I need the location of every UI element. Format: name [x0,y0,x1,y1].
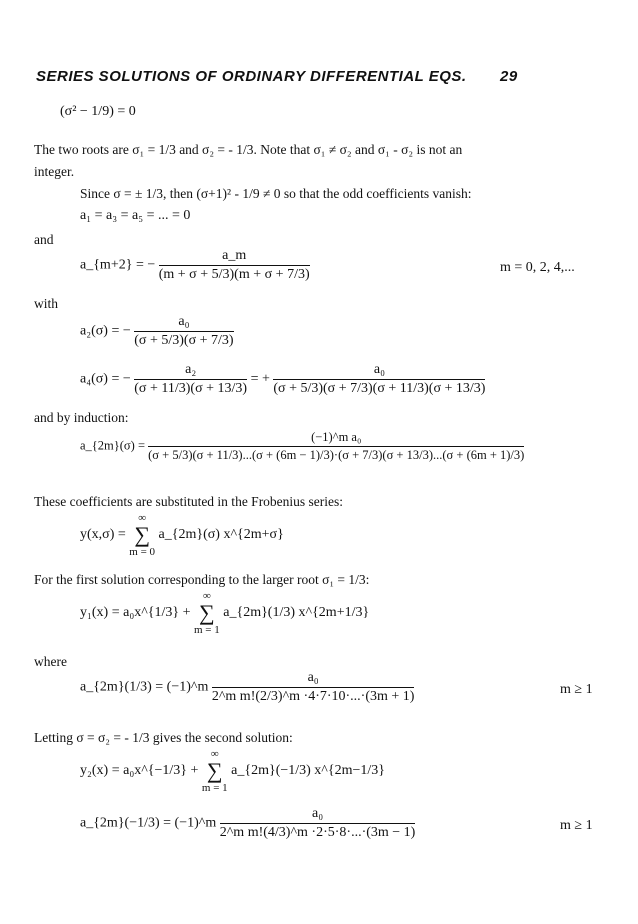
a2m-numerator: (−1)^m a₀ [148,430,524,447]
a4-mid: = + [250,371,270,387]
equation-a2m [80,430,524,463]
page-number: 29 [500,68,518,85]
a2m-lhs: a_{2m}(σ) = [80,438,146,453]
paragraph-integer: integer. [34,164,75,179]
paragraph-first: For the first solution corresponding to the larger root σ₁ = 1/3: [34,572,370,587]
a2-fraction [134,314,233,349]
a2m-pos-fraction [212,670,415,705]
a2m-pos-lhs: a_{2m}(1/3) = (−1)^m [80,679,209,695]
recurrence-denominator: (m + σ + 5/3)(m + σ + 7/3) [158,267,310,282]
a4-denominator-1: (σ + 11/3)(σ + 13/3) [134,381,248,396]
a2-lhs: a₂(σ) = − [80,323,131,339]
frobenius-sum-bottom: m = 0 [129,546,156,558]
a2m-pos-condition: m ≥ 1 [560,682,593,697]
frobenius-term: a_{2m}(σ) x^{2m+σ} [158,527,284,543]
summation-icon: ∑ [206,758,223,783]
equation-y1 [80,590,369,636]
recurrence-numerator: a_m [159,248,310,266]
a2-denominator: (σ + 5/3)(σ + 7/3) [134,333,234,348]
a2m-pos-numerator: a₀ [212,670,415,688]
a4-numerator-2: a₀ [273,362,485,380]
a4-denominator-2: (σ + 5/3)(σ + 7/3)(σ + 11/3)(σ + 13/3) [273,381,486,396]
a4-numerator-1: a₂ [134,362,247,380]
a2m-neg-lhs: a_{2m}(−1/3) = (−1)^m [80,815,217,831]
frobenius-sum-top: ∞ [138,512,147,524]
equation-frobenius [80,512,284,558]
a2m-neg-condition: m ≥ 1 [560,818,593,833]
a2m-neg-denominator: 2^m m!(4/3)^m ·2·5·8·...·(3m − 1) [219,825,416,840]
y2-sum-top: ∞ [210,748,219,760]
frobenius-sum [129,512,155,558]
equation-a2 [80,314,234,349]
y2-sum-bottom: m = 1 [201,782,228,794]
word-where: where [34,654,67,669]
recurrence-fraction [159,248,310,283]
paragraph-since: Since σ = ± 1/3, then (σ+1)² - 1/9 ≠ 0 so that the odd coefficients vanish: [80,186,472,201]
a2m-neg-numerator: a₀ [220,806,416,824]
recurrence-condition: m = 0, 2, 4,... [500,260,575,275]
paragraph-induction: and by induction: [34,410,129,425]
a2m-denominator: (σ + 5/3)(σ + 11/3)...(σ + (6m − 1)/3)·(σ + 7/3)(σ + 13/3)...(σ + (6m + 1)/3) [148,448,525,462]
word-and: and [34,232,54,247]
equation-a4 [80,362,485,397]
equation-a2m-negative [80,806,415,841]
a4-fraction-1 [134,362,247,397]
y1-term: a_{2m}(1/3) x^{2m+1/3} [223,605,370,621]
summation-icon: ∑ [199,600,215,625]
y2-sum [202,748,228,794]
a2-numerator: a₀ [134,314,233,332]
equation-recurrence [80,248,310,283]
a4-fraction-2 [273,362,485,397]
indicial-equation: (σ² − 1/9) = 0 [60,104,136,119]
paragraph-roots: The two roots are σ₁ = 1/3 and σ₂ = - 1/3. Note that σ₁ ≠ σ₂ and σ₁ - σ₂ is not an [34,142,463,157]
y1-lhs: y₁(x) = a₀x^{1/3} + [80,605,191,621]
a2m-fraction [148,430,524,463]
paragraph-letting: Letting σ = σ₂ = - 1/3 gives the second solution: [34,730,293,745]
summation-icon: ∑ [134,522,150,547]
y1-sum [194,590,220,636]
running-header: SERIES SOLUTIONS OF ORDINARY DIFFERENTIAL EQS. [36,68,467,85]
a2m-neg-fraction [220,806,416,841]
paragraph-substituted: These coefficients are substituted in the Frobenius series: [34,494,344,509]
equation-y2 [80,748,385,794]
recurrence-lhs: a_{m+2} = − [80,257,156,273]
a4-lhs: a₄(σ) = − [80,371,131,387]
y2-lhs: y₂(x) = a₀x^{−1/3} + [80,763,199,779]
y1-sum-bottom: m = 1 [194,624,220,636]
equation-a2m-positive [80,670,414,705]
y2-term: a_{2m}(−1/3) x^{2m−1/3} [231,763,385,779]
y1-sum-top: ∞ [202,590,211,602]
word-with: with [34,296,59,311]
equation-odd-coefficients: a₁ = a₃ = a₅ = ... = 0 [80,208,191,223]
a2m-pos-denominator: 2^m m!(2/3)^m ·4·7·10·...·(3m + 1) [211,689,415,704]
frobenius-lhs: y(x,σ) = [80,527,126,543]
